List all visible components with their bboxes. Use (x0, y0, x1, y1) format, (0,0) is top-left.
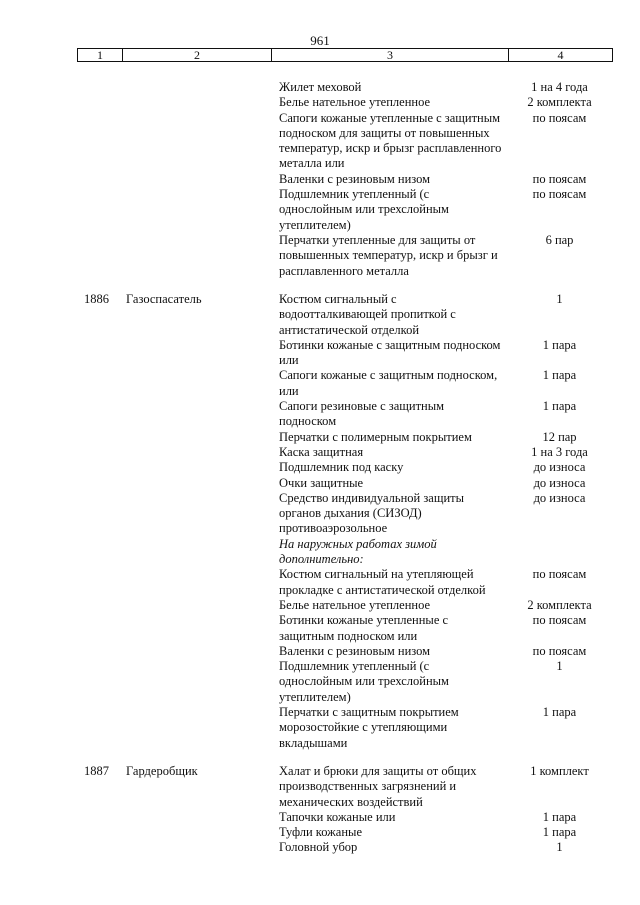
equipment-name: Перчатки утепленные для защиты от повышенных температур, искр и брызг и расплавленного металла (279, 232, 498, 278)
equipment-row (279, 644, 609, 659)
equipment-list (279, 764, 609, 856)
issue-norm: 1 (556, 659, 563, 674)
profession-code: 1887 (84, 764, 109, 778)
equipment-row (279, 476, 609, 491)
equipment-row (279, 292, 609, 338)
equipment-row (279, 172, 609, 187)
equipment-row (279, 399, 609, 430)
equipment-row (279, 80, 609, 95)
equipment-name: Белье нательное утепленное (279, 95, 431, 110)
issue-norm: 1 на 3 года (531, 444, 588, 459)
equipment-name: Сапоги кожаные утепленные с защитным подноском для защиты от повышенных температур, искр и брызг расплавленного металла или (279, 110, 502, 171)
equipment-row (279, 430, 609, 445)
equipment-row (279, 764, 609, 810)
issue-norm: по поясам (532, 110, 587, 125)
equipment-name: Подшлемник утепленный (с однослойным или трехслойным утеплителем) (279, 187, 449, 232)
equipment-row (279, 810, 609, 825)
issue-norm: 1 комплект (530, 764, 589, 778)
equipment-name: Сапоги кожаные с защитным подноском, или (279, 368, 498, 398)
issue-norm: по поясам (532, 567, 587, 582)
equipment-name: Костюм сигнальный на утепляющей прокладке с антистатической отделкой (279, 567, 486, 597)
equipment-name: На наружных работах зимой дополнительно: (279, 536, 437, 567)
issue-norm: 1 на 4 года (531, 80, 588, 94)
issue-norm: 1 пара (542, 825, 577, 840)
equipment-row (279, 537, 609, 568)
equipment-name: Валенки с резиновым низом (279, 171, 431, 186)
issue-norm (504, 537, 609, 568)
issue-norm: до износа (533, 490, 586, 505)
equipment-row (279, 111, 609, 172)
issue-norm: по поясам (532, 643, 587, 658)
column-header-3: 3 (271, 49, 508, 61)
equipment-name: Ботинки кожаные утепленные с защитным подноском или (279, 613, 449, 643)
equipment-name: Очки защитные (279, 475, 364, 490)
issue-norm: 1 пара (542, 368, 577, 383)
issue-norm: 12 пар (542, 429, 577, 444)
issue-norm: по поясам (532, 171, 587, 186)
issue-norm: 2 комплекта (527, 95, 592, 110)
column-header-4: 4 (508, 49, 612, 61)
equipment-row (279, 460, 609, 475)
equipment-name: Подшлемник утепленный (с однослойным или трехслойным утеплителем) (279, 659, 449, 704)
issue-norm: 1 пара (542, 809, 577, 824)
column-header-2: 2 (122, 49, 271, 61)
equipment-name: Халат и брюки для защиты от общих производственных загрязнений и механических воздействий (279, 764, 477, 809)
equipment-row (279, 705, 609, 751)
equipment-name: Тапочки кожаные или (279, 809, 396, 824)
equipment-name: Перчатки с защитным покрытием морозостойкие с утепляющими вкладышами (279, 705, 459, 750)
column-header-1: 1 (97, 48, 103, 62)
issue-norm: 1 пара (542, 705, 577, 720)
issue-norm: 1 (556, 292, 563, 306)
equipment-row (279, 598, 609, 613)
equipment-row (279, 95, 609, 110)
equipment-name: Головной убор (279, 840, 358, 855)
issue-norm: 1 пара (542, 399, 577, 414)
issue-norm: до износа (533, 460, 586, 475)
profession-code: 1886 (84, 292, 109, 306)
equipment-name: Туфли кожаные (279, 825, 362, 840)
profession-name: Гардеробщик (126, 764, 198, 778)
equipment-row (279, 445, 609, 460)
equipment-row (279, 659, 609, 705)
equipment-row (279, 338, 609, 369)
equipment-row (279, 491, 609, 537)
equipment-row (279, 613, 609, 644)
page-number: 961 (310, 33, 330, 48)
equipment-row (279, 567, 609, 598)
equipment-name: Валенки с резиновым низом (279, 643, 431, 658)
issue-norm: 1 (556, 840, 563, 855)
equipment-name: Ботинки кожаные с защитным подноском или (279, 337, 501, 368)
equipment-name: Каска защитная (279, 444, 364, 459)
equipment-name: Костюм сигнальный с водоотталкивающей пропиткой с антистатической отделкой (279, 292, 456, 337)
equipment-row (279, 825, 609, 840)
issue-norm: по поясам (532, 187, 587, 202)
equipment-name: Подшлемник под каску (279, 460, 404, 475)
equipment-name: Средство индивидуальной защиты органов дыхания (СИЗОД) противоаэрозольное (279, 490, 465, 536)
issue-norm: 2 комплекта (527, 597, 592, 612)
equipment-row (279, 233, 609, 279)
equipment-row (279, 368, 609, 399)
equipment-list (279, 80, 609, 279)
column-header-row (77, 48, 613, 62)
equipment-row (279, 840, 609, 855)
issue-norm: 1 пара (542, 337, 577, 352)
issue-norm: по поясам (532, 613, 587, 628)
equipment-list (279, 292, 609, 751)
equipment-name: Сапоги резиновые с защитным подноском (279, 399, 445, 429)
issue-norm: до износа (533, 475, 586, 490)
issue-norm: 6 пар (545, 232, 574, 247)
equipment-name: Жилет меховой (279, 80, 362, 94)
equipment-name: Перчатки с полимерным покрытием (279, 429, 472, 444)
profession-name: Газоспасатель (126, 292, 202, 306)
equipment-row (279, 187, 609, 233)
equipment-name: Белье нательное утепленное (279, 597, 431, 612)
